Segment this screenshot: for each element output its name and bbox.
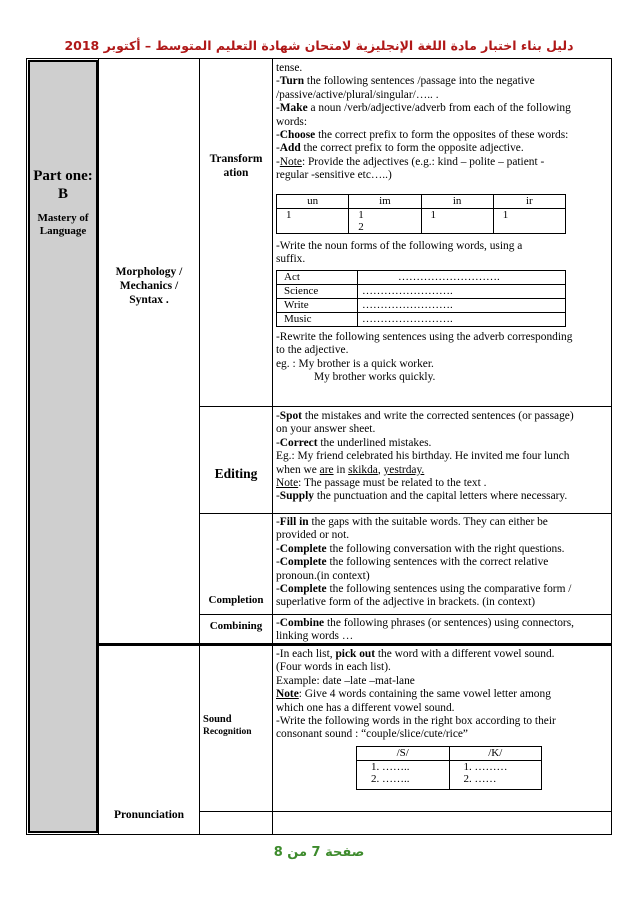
sound-content [276, 648, 610, 742]
table-cell: ……………………. [358, 299, 566, 313]
noun-forms-table [276, 270, 566, 327]
list-item: 2. …….. [371, 773, 410, 785]
part-subtitle-line2: Language [39, 225, 87, 237]
text-line: suffix. [276, 253, 306, 266]
keyword: Correct [279, 436, 318, 449]
domain-morphology-line1: Morphology / [115, 266, 183, 278]
text-line: -Note: Provide the adjectives (e.g.: kind – polite – patient - [276, 155, 545, 168]
text: the punctuation and the capital letters where necessary. [314, 490, 568, 503]
part-subtitle-line1: Mastery of [37, 212, 89, 224]
keyword: Add [279, 142, 301, 155]
row-divider-transformation [199, 406, 612, 407]
text-line: -Complete the following conversation with the right questions. [276, 542, 565, 555]
text: -In each list, [276, 648, 336, 660]
text-line: on your answer sheet. [276, 423, 376, 436]
table-cell: ……………………. [358, 313, 566, 327]
table-header: in [421, 195, 493, 209]
text: , [377, 463, 384, 476]
text: the correct prefix to form the opposites of these words: [315, 129, 569, 142]
text: a noun /verb/adjective/adverb from each of the following [307, 102, 571, 115]
editing-content [276, 410, 610, 504]
table-cell: Write [277, 299, 358, 313]
text-line: to the adjective. [276, 344, 349, 357]
note-label: Note [276, 477, 299, 490]
text-line: -Rewrite the following sentences using the adverb corresponding [276, 331, 573, 343]
table-row [357, 747, 542, 761]
table-cell [349, 209, 421, 234]
part-subtitle [30, 212, 96, 238]
text-line: My brother works quickly. [314, 371, 436, 384]
col-divider-3 [272, 58, 273, 835]
table-header: un [277, 195, 349, 209]
part-column [28, 60, 98, 833]
table-cell: Act [277, 271, 358, 285]
text-line: linking words … [276, 630, 354, 643]
table-header: /S/ [357, 747, 450, 761]
text-line: Example: date –late –mat-lane [276, 674, 415, 687]
table-cell: 1 [421, 209, 493, 234]
table-header: /K/ [449, 747, 542, 761]
text-line [276, 648, 610, 661]
table-cell [357, 761, 450, 790]
text-line: -Complete the following sentences using the comparative form / [276, 583, 572, 596]
note-label: Note [276, 688, 299, 701]
table-cell: Music [277, 313, 358, 327]
underlined-word: skikda [348, 463, 378, 476]
part-title [30, 167, 96, 203]
text-line [276, 477, 610, 490]
table-cell [449, 761, 542, 790]
text-line: tense. [276, 62, 303, 74]
table-row [277, 209, 566, 234]
keyword: Choose [279, 129, 316, 142]
text: the mistakes and write the corrected sentences (or passage) [301, 410, 574, 422]
text: the following sentences using the comparative form / [326, 583, 572, 596]
text-line: consonant sound : “couple/slice/cute/rice” [276, 728, 468, 741]
keyword: Make [279, 102, 308, 115]
consonant-table [356, 746, 542, 790]
skill-combining: Combining [209, 620, 263, 632]
part-title-line1: Part one: [33, 168, 93, 184]
text-line [276, 688, 610, 701]
text: the underlined mistakes. [317, 436, 432, 449]
table-cell: 1 [277, 209, 349, 234]
skill-transformation [200, 152, 272, 180]
list-item: 1. ……… [463, 761, 508, 773]
keyword: Complete [279, 583, 327, 596]
text-line: /passive/active/plural/singular/….. . [276, 88, 439, 101]
skill-sound-line1: Sound [203, 714, 232, 725]
part-title-line2: B [57, 186, 68, 202]
table-cell: ……………………. [358, 285, 566, 299]
table-row [277, 285, 566, 299]
text: when we [276, 463, 320, 476]
underlined-word: yestrday. [383, 463, 425, 476]
domain-pronunciation: Pronunciation [113, 809, 185, 821]
adverb-instruction [276, 331, 610, 385]
text: the following sentences /passage into the negative [304, 75, 535, 88]
keyword: Turn [279, 75, 305, 88]
text: the word with a different vowel sound. [375, 648, 555, 660]
text-line: provided or not. [276, 529, 350, 542]
transformation-content [276, 62, 610, 183]
text-line: eg. : My brother is a quick worker. [276, 357, 434, 370]
text-line: pronoun.(in context) [276, 569, 370, 582]
text-line: regular -sensitive etc…..) [276, 169, 392, 182]
note-label: Note [279, 155, 302, 168]
text-line: which one has a different vowel sound. [276, 701, 455, 714]
text-line: -Complete the following sentences with the correct relative [276, 556, 549, 569]
text-line: words: [276, 115, 308, 128]
domain-morphology-line2: Mechanics / [119, 280, 179, 292]
text: : Give 4 words containing the same vowel letter among [298, 688, 551, 701]
text-line: Eg.: My friend celebrated his birthday. He invited me four lunch [276, 450, 570, 463]
keyword: Combine [279, 617, 325, 629]
skill-transformation-line2: ation [223, 167, 249, 179]
table-row [277, 299, 566, 313]
table-cell: Science [277, 285, 358, 299]
text: the following sentences with the correct relative [326, 556, 549, 569]
table-header: ir [493, 195, 565, 209]
keyword: Fill in [279, 516, 309, 528]
skill-editing: Editing [214, 466, 258, 481]
domain-morphology-line3: Syntax . [129, 294, 169, 306]
text: the following phrases (or sentences) using connectors, [324, 617, 575, 629]
keyword: Supply [279, 490, 314, 503]
text-line [276, 464, 610, 477]
text-line: -Fill in the gaps with the suitable words. They can either be [276, 516, 548, 528]
text-line: -Write the following words in the right box according to their [276, 715, 556, 728]
row-divider-editing [199, 513, 612, 514]
noun-forms-instruction [276, 240, 610, 267]
table-row [357, 761, 542, 790]
text: in [333, 463, 349, 476]
row-divider-sound [199, 811, 612, 812]
row-divider-completion [199, 614, 612, 615]
completion-content [276, 516, 610, 610]
text: : The passage must be related to the text . [298, 477, 487, 490]
text: the correct prefix to form the opposite adjective. [300, 142, 524, 155]
domain-morphology [99, 265, 199, 307]
skill-sound-recognition [203, 713, 271, 739]
table-row [277, 313, 566, 327]
text-line: -Turn the following sentences /passage into the negative [276, 75, 535, 88]
skill-transformation-line1: Transform [209, 153, 263, 165]
text: the gaps with the suitable words. They can either be [308, 516, 548, 528]
table-header: im [349, 195, 421, 209]
list-item: 2. …… [463, 773, 497, 785]
cell-line: 2 [358, 221, 364, 233]
text-line: -Write the noun forms of the following words, using a [276, 240, 523, 252]
combining-content [276, 617, 610, 644]
text-line: -Supply the punctuation and the capital letters where necessary. [276, 490, 568, 503]
page-number: صفحة 7 من 8 [273, 845, 365, 860]
text-line: -Choose the correct prefix to form the opposites of these words: [276, 129, 569, 142]
table-cell: 1 [493, 209, 565, 234]
text-line: (Four words in each list). [276, 661, 391, 674]
text-line: superlative form of the adjective in brackets. (in context) [276, 596, 536, 609]
text-line: -Make a noun /verb/adjective/adverb from each of the following [276, 102, 571, 115]
skill-completion: Completion [208, 594, 264, 606]
text: the following conversation with the right questions. [326, 542, 565, 555]
keyword: Spot [279, 410, 302, 422]
keyword: pick out [335, 648, 376, 660]
text-line: -Correct the underlined mistakes. [276, 436, 432, 449]
prefix-table [276, 194, 566, 234]
text: : Provide the adjectives (e.g.: kind – polite – patient - [301, 155, 545, 168]
text-line: -Combine the following phrases (or sentences) using connectors, [276, 617, 575, 629]
skill-sound-line2: Recognition [203, 727, 252, 737]
table-cell: ………………………. [358, 271, 566, 285]
keyword: Complete [279, 542, 327, 555]
keyword: Complete [279, 556, 327, 569]
cell-line: 1 [358, 209, 364, 221]
table-row [277, 271, 566, 285]
list-item: 1. …….. [371, 761, 410, 773]
table-row [277, 195, 566, 209]
underlined-word: are [319, 463, 334, 476]
text-line: -Spot the mistakes and write the corrected sentences (or passage) [276, 410, 574, 422]
document-header: دليل بناء اختبار مادة اللغة الإنجليزية لامتحان شهادة التعليم المتوسط – أكتوبر 2018 [64, 38, 574, 53]
text-line: -Add the correct prefix to form the opposite adjective. [276, 142, 524, 155]
col-divider-1 [98, 58, 99, 835]
